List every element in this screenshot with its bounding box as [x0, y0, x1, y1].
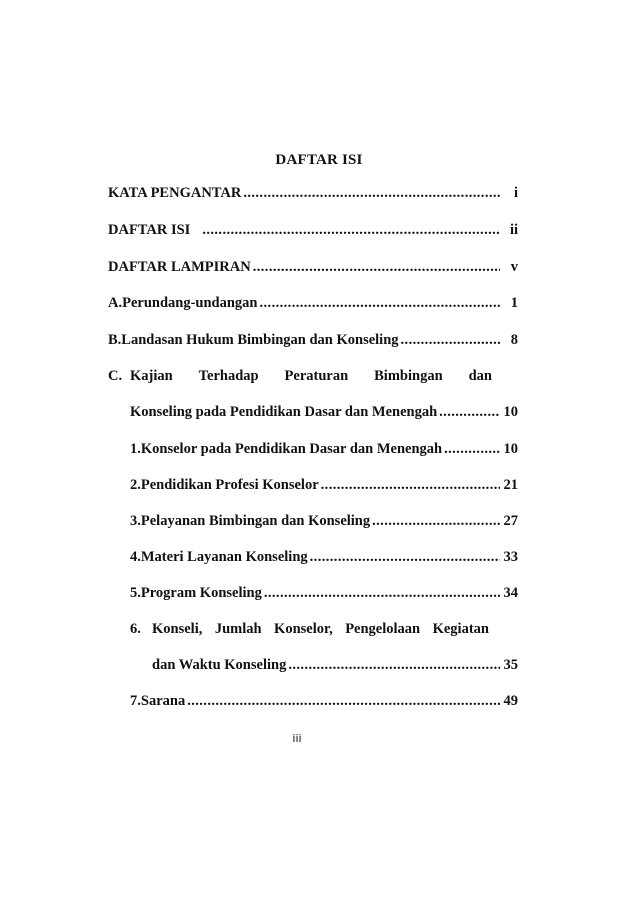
toc-entry-c-line2[interactable] [130, 404, 518, 421]
toc-entry-kata-pengantar[interactable] [108, 185, 518, 202]
toc-word: Konselor, [274, 621, 333, 637]
toc-page-number: i [513, 185, 518, 201]
toc-word: Kajian [130, 368, 173, 384]
toc-label: Pelayanan Bimbingan dan Konseling [140, 513, 371, 529]
toc-item-number: 5. [130, 585, 141, 601]
toc-page-number: 1 [510, 295, 518, 311]
toc-entry-c7[interactable] [130, 693, 518, 710]
toc-entry-c-line1[interactable] [130, 368, 492, 385]
toc-item-number: C. [108, 368, 123, 384]
toc-item-number: 6. [130, 621, 141, 637]
toc-entry-a[interactable] [108, 295, 518, 312]
toc-word: Terhadap [198, 368, 259, 384]
toc-entry-c6-line2[interactable] [152, 657, 518, 674]
toc-page-number: v [510, 259, 518, 275]
toc-entry-c2[interactable] [130, 477, 518, 494]
toc-leader-dots [264, 585, 500, 602]
toc-leader-dots [401, 332, 500, 349]
toc-page-number: 49 [503, 693, 518, 709]
toc-leader-dots [260, 295, 501, 312]
toc-label: dan Waktu Konseling [152, 657, 287, 673]
toc-label: Sarana [140, 693, 186, 709]
toc-label: KATA PENGANTAR [108, 185, 242, 201]
toc-label: Materi Layanan Konseling [140, 549, 308, 565]
toc-label: Program Konseling [140, 585, 262, 601]
toc-entry-daftar-isi[interactable] [108, 222, 518, 239]
toc-word: Jumlah [214, 621, 262, 637]
toc-leader-dots [372, 513, 500, 530]
toc-page-number: 8 [510, 332, 518, 348]
toc-item-number: 4. [130, 549, 141, 565]
toc-entry-c4[interactable] [130, 549, 518, 566]
toc-page-number: 10 [503, 441, 518, 457]
toc-word: Peraturan [284, 368, 349, 384]
toc-word: Bimbingan [374, 368, 443, 384]
toc-label: DAFTAR ISI [108, 222, 191, 238]
toc-leader-dots [202, 222, 500, 239]
toc-page-number: ii [509, 222, 518, 238]
toc-leader-dots [253, 259, 500, 276]
page-title: DAFTAR ISI [275, 152, 363, 168]
toc-entry-c6-line1[interactable] [152, 621, 489, 638]
toc-entry-b[interactable] [108, 332, 518, 349]
toc-label: Pendidikan Profesi Konselor [140, 477, 319, 493]
toc-item-number: 7. [130, 693, 141, 709]
toc-entry-c1[interactable] [130, 441, 518, 458]
toc-word: Pengelolaan [345, 621, 421, 637]
toc-page-number: 10 [503, 404, 518, 420]
toc-word: Kegiatan [432, 621, 489, 637]
toc-leader-dots [444, 441, 500, 458]
toc-page-number: 35 [503, 657, 518, 673]
toc-item-number: 2. [130, 477, 141, 493]
toc-label: Perundang-undangan [122, 295, 258, 311]
toc-leader-dots [288, 657, 500, 674]
toc-label: DAFTAR LAMPIRAN [108, 259, 251, 275]
toc-page-number: 34 [503, 585, 518, 601]
toc-word: dan [468, 368, 492, 384]
page-number-footer: iii [292, 732, 302, 745]
toc-label: Landasan Hukum Bimbingan dan Konseling [121, 332, 399, 348]
toc-leader-dots [187, 693, 500, 710]
toc-item-number: 1. [130, 441, 141, 457]
toc-label: Konselor pada Pendidikan Dasar dan Menengah [140, 441, 443, 457]
toc-leader-dots [310, 549, 500, 566]
toc-leader-dots [243, 185, 500, 202]
toc-word: Konseli, [152, 621, 203, 637]
toc-page-number: 27 [503, 513, 518, 529]
toc-entry-daftar-lampiran[interactable] [108, 259, 518, 276]
toc-entry-c3[interactable] [130, 513, 518, 530]
toc-label: Konseling pada Pendidikan Dasar dan Menengah [130, 404, 438, 420]
toc-item-number: 3. [130, 513, 141, 529]
toc-page-number: 33 [503, 549, 518, 565]
toc-leader-dots [439, 404, 500, 421]
toc-page-number: 21 [503, 477, 518, 493]
toc-leader-dots [321, 477, 500, 494]
toc-entry-c5[interactable] [130, 585, 518, 602]
toc-item-number: A. [108, 295, 123, 311]
toc-item-number: B. [108, 332, 122, 348]
